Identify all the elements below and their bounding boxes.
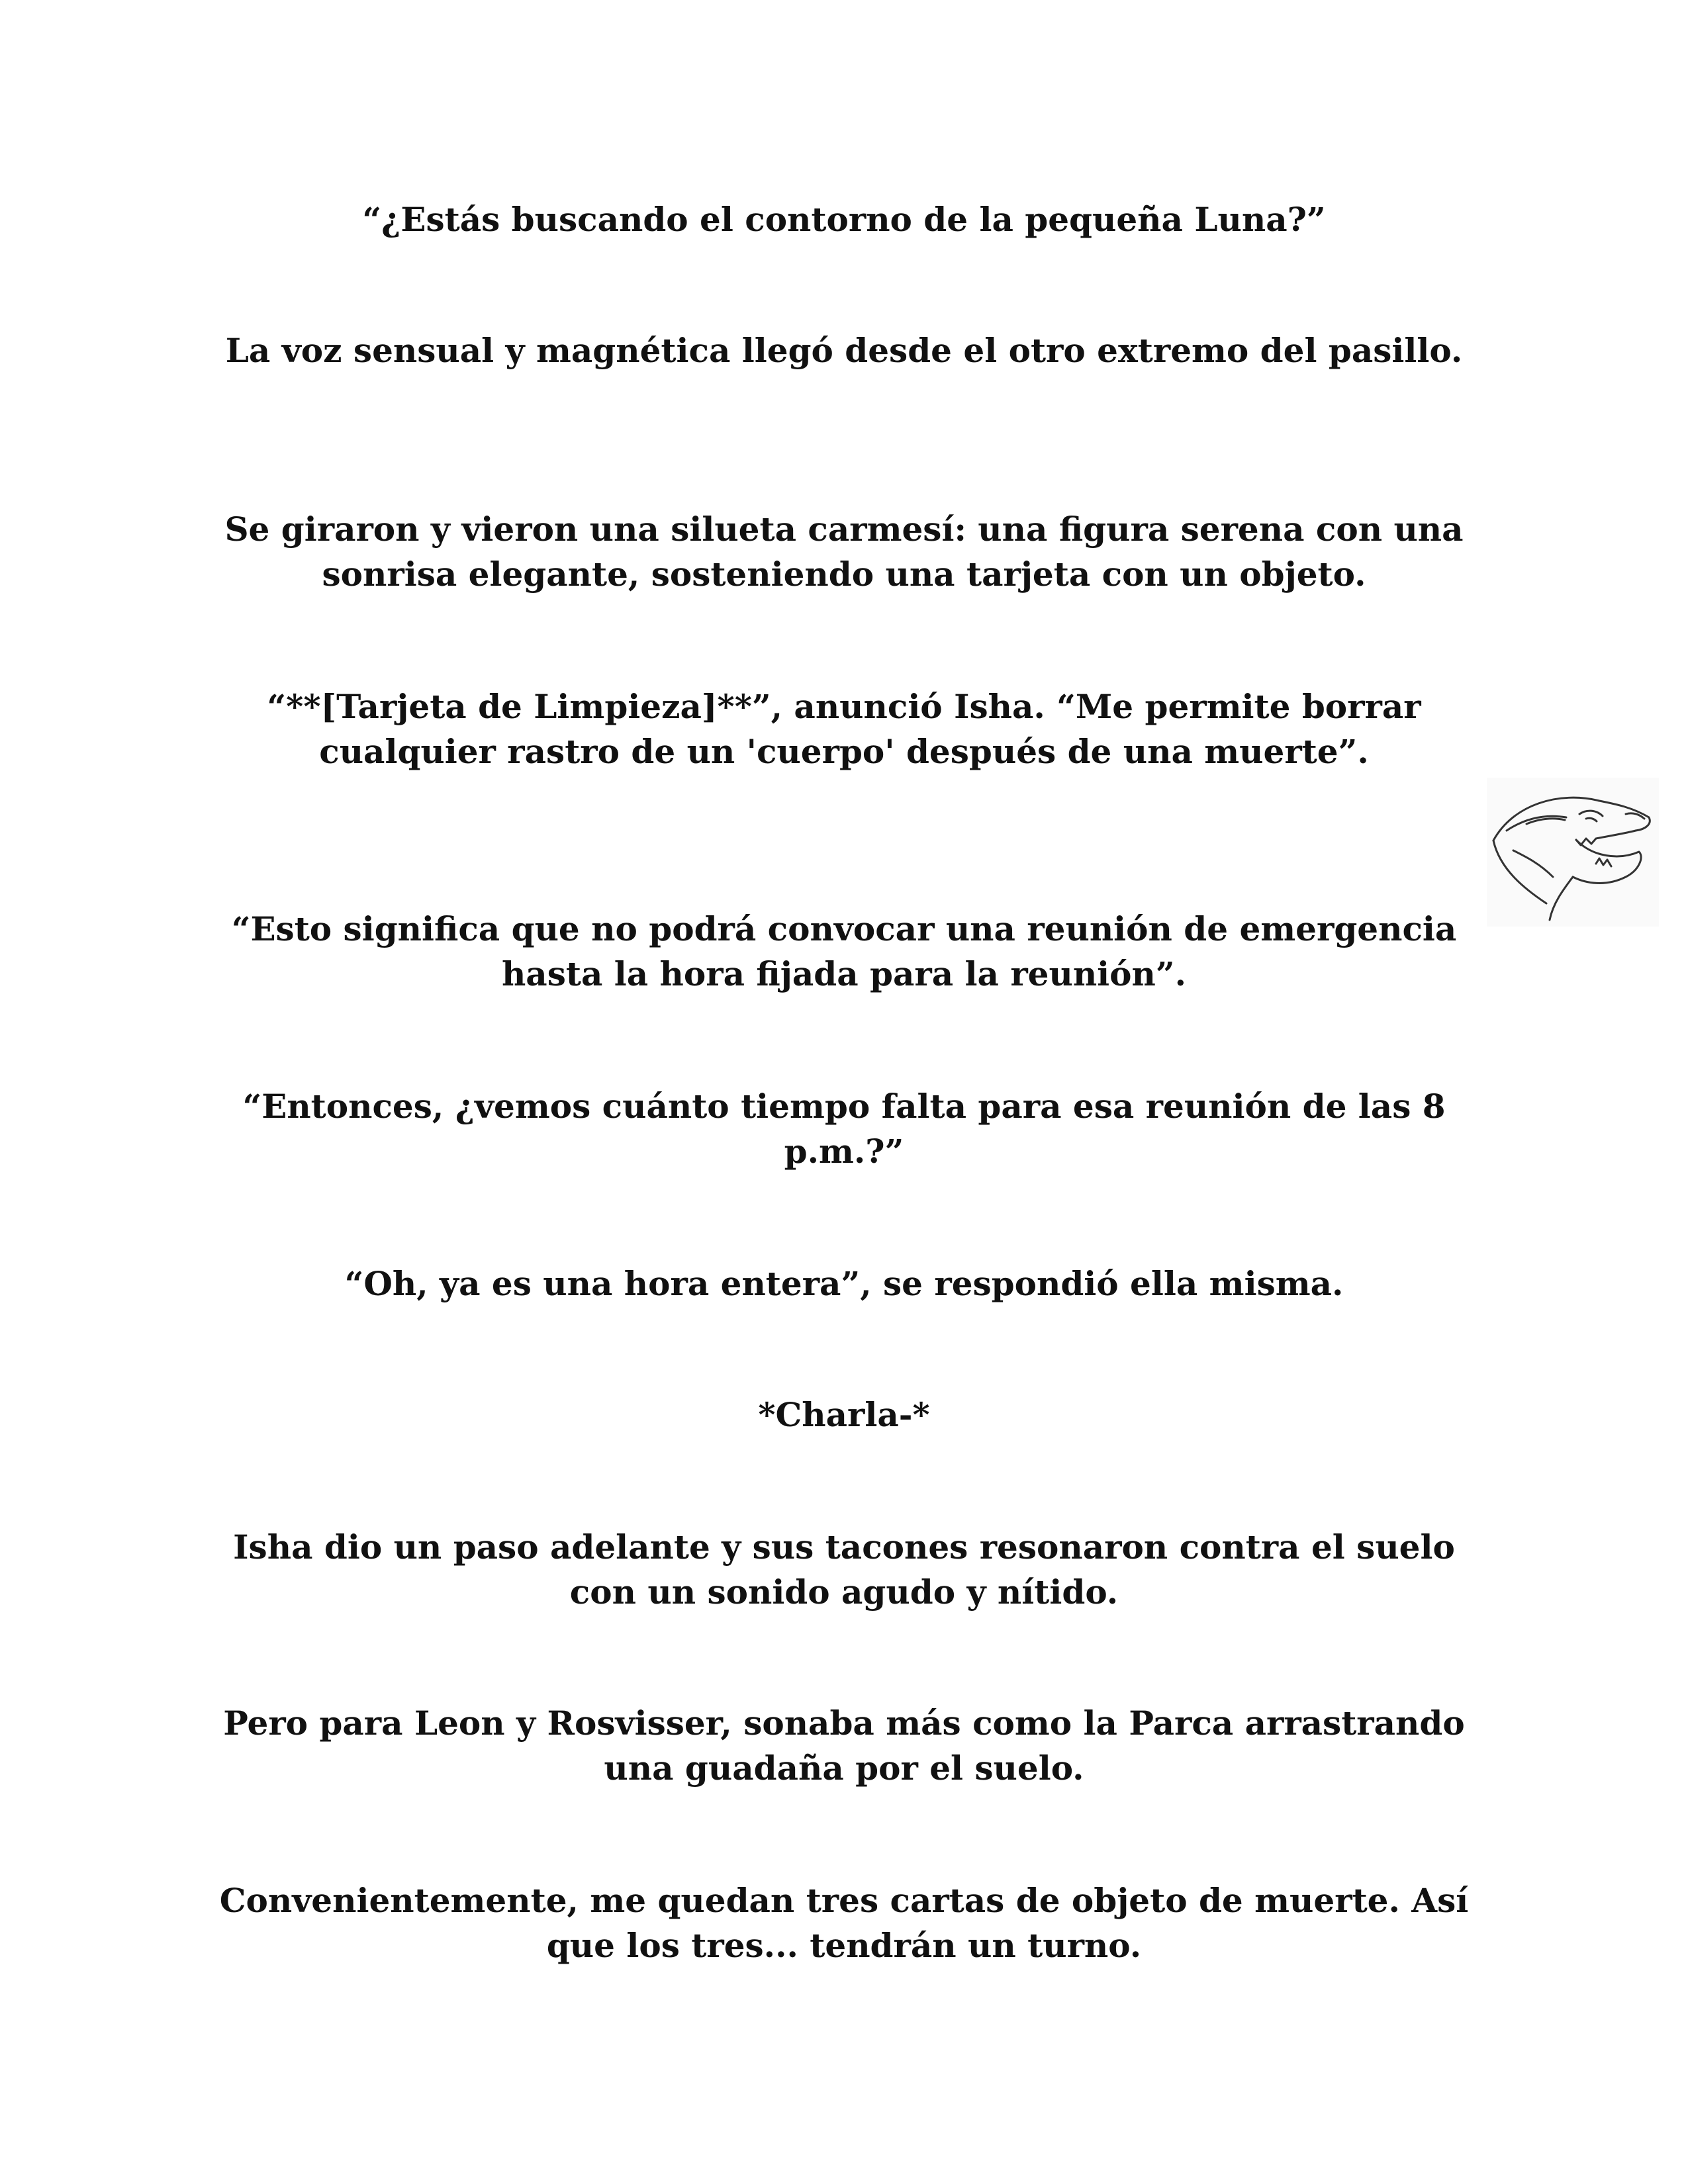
paragraph-7: “Oh, ya es una hora entera”, se respondió ella misma. — [344, 1264, 1344, 1303]
paragraph-8: *Charla-* — [758, 1395, 930, 1434]
paragraph-4: “**[Tarjeta de Limpieza]**”, anunció Isha. “Me permite borrar cualquier rastro de un 'cuerpo' después de una muerte”. — [267, 687, 1421, 771]
paragraph-6: “Entonces, ¿vemos cuánto tiempo falta para esa reunión de las 8 p.m.?” — [242, 1087, 1446, 1171]
paragraph-11: Convenientemente, me quedan tres cartas de objeto de muerte. Así que los tres... tendrán un turno. — [219, 1881, 1469, 1965]
paragraph-10: Pero para Leon y Rosvisser, sonaba más como la Parca arrastrando una guadaña por el suelo. — [223, 1704, 1465, 1788]
paragraph-5: “Esto significa que no podrá convocar una reunión de emergencia hasta la hora fijada para la reunión”. — [231, 909, 1457, 993]
paragraph-3: Se giraron y vieron una silueta carmesí: una figura serena con una sonrisa elegante, sosteniendo una tarjeta con un objeto. — [224, 510, 1464, 594]
paragraph-2: La voz sensual y magnética llegó desde el otro extremo del pasillo. — [225, 331, 1463, 370]
paragraph-1: “¿Estás buscando el contorno de la pequeña Luna?” — [362, 200, 1326, 239]
dinosaur-head-icon — [1487, 778, 1659, 927]
paragraph-9: Isha dio un paso adelante y sus tacones resonaron contra el suelo con un sonido agudo y nítido. — [233, 1527, 1455, 1612]
